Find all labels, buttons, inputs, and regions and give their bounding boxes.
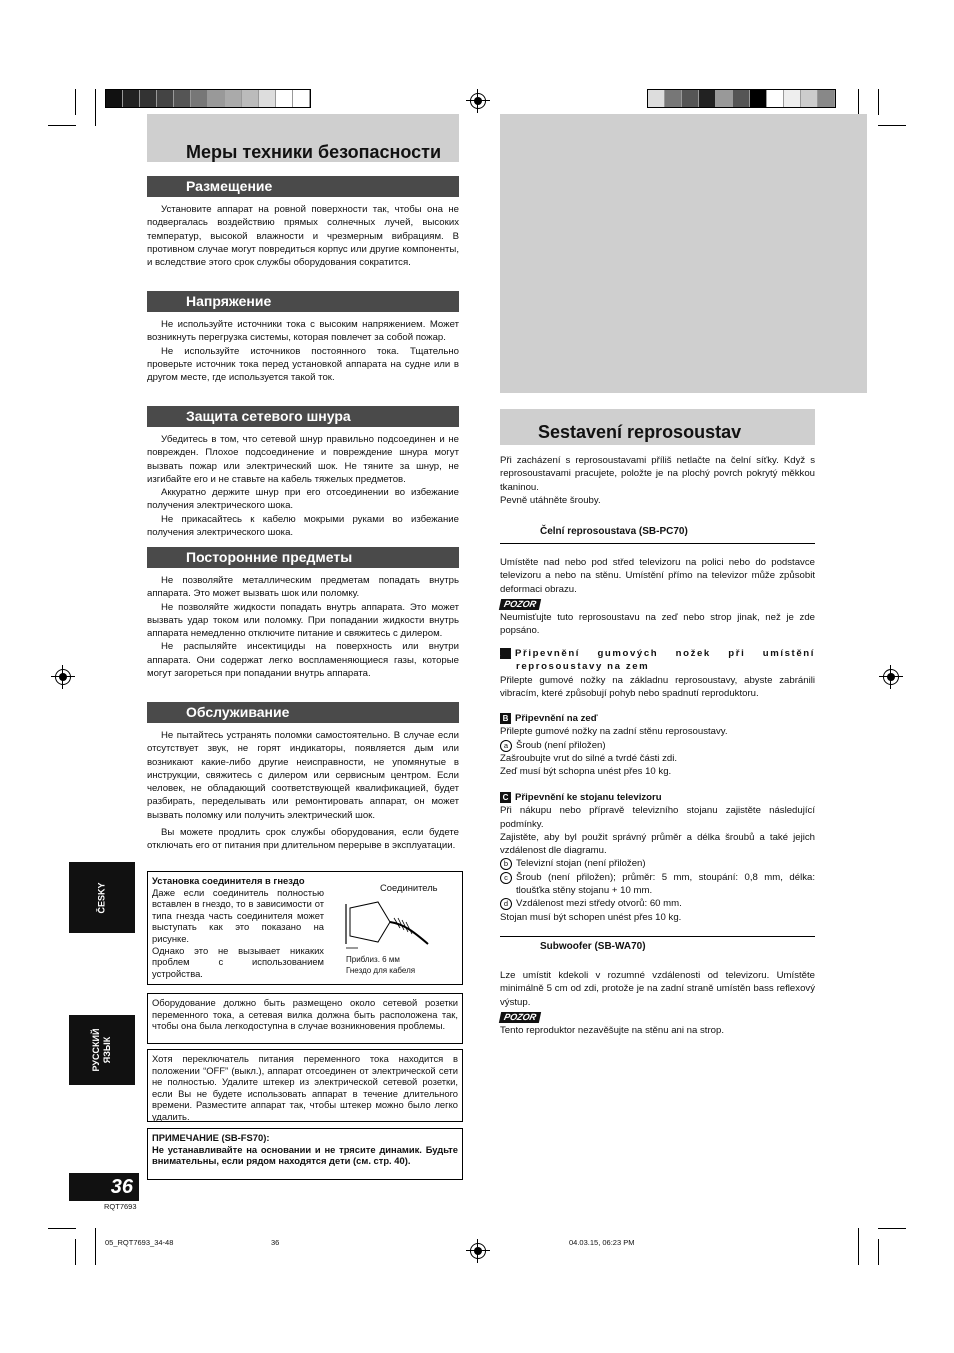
letter-badge: A [500, 648, 511, 659]
title-box-right [500, 409, 815, 445]
color-bar-right [647, 89, 836, 108]
color-swatch [682, 90, 699, 107]
mark-icon: b [500, 858, 512, 870]
paragraph: Не позволяйте жидкости попадать внутрь аппарата. Это может вызвать удар током или поломку. При попадании жидкости внутрь аппарата немедленно отключите питание и свяжитесь с дилером. [147, 601, 459, 640]
divider [500, 543, 815, 544]
color-swatch [276, 90, 293, 107]
pozor-line [500, 598, 815, 611]
crop-mark [75, 89, 76, 115]
paragraph: Umístěte nad nebo pod střed televizoru na polici nebo do podstavce televizoru a nebo na stěnu. Umístění přímo na televizor může způsobit deformaci obrazu. [500, 557, 815, 595]
subwoofer-heading: Subwoofer (SB-WA70) [540, 941, 646, 952]
paragraph: Stojan musí být schopen unést přes 10 kg. [500, 911, 682, 923]
image-placeholder [500, 114, 867, 393]
side-tab-label: ČESKY [96, 881, 107, 914]
color-swatch [259, 90, 276, 107]
item-b [500, 712, 815, 778]
crop-mark [878, 1239, 879, 1265]
paragraph: Не используйте источники тока с высоким напряжением. Может возникнуть перегрузка системы, которая повлечет за собой пожар. [147, 319, 459, 344]
paragraph: Однако это не вызывает никаких проблем с использованием устройства. [152, 944, 324, 979]
crop-mark [878, 1228, 906, 1229]
connector-box-text [152, 875, 324, 979]
section-title: Sestavení reprosoustav [538, 422, 742, 442]
crop-mark [878, 125, 906, 126]
item-heading [494, 647, 815, 674]
paragraph: Tento reproduktor nezavěšujte na stěnu ani na strop. [500, 1025, 724, 1037]
color-swatch [733, 90, 750, 107]
pozor-line [500, 1011, 815, 1024]
section-text [147, 433, 459, 539]
paragraph: Neumisťujte tuto reprosoustavu na zeď nebo strop jinak, než je zde popsáno. [500, 612, 815, 637]
color-swatch [174, 90, 191, 107]
notice-box-power [147, 1049, 463, 1122]
mark-icon: a [500, 740, 512, 752]
registration-mark-icon [55, 669, 71, 685]
footer-file: 05_RQT7693_34-48 [105, 1238, 174, 1247]
paragraph: Při zacházení s reprosoustavami příliš netlačte na čelní síťky. Když s reprosoustavami pracujete, položte je na plochý povrch pokrytý měkkou tkaninou. [500, 455, 815, 493]
front-speaker-heading: Čelní reprosoustava (SB-PC70) [540, 526, 688, 537]
marked-line [500, 897, 815, 910]
page-title: Меры техники безопасности [186, 142, 442, 162]
color-swatch [699, 90, 716, 107]
marked-text: Vzdálenost mezi středy otvorů: 60 mm. [516, 898, 682, 910]
color-swatch [293, 90, 310, 107]
note-box [147, 1128, 463, 1180]
connector-box-heading: Установка соединителя в гнездо [152, 875, 305, 886]
crop-mark [75, 1239, 76, 1265]
section-text [147, 729, 459, 853]
marked-text: Šroub (není přiložen) [516, 739, 606, 751]
item-title: Připevnění na zeď [515, 713, 598, 724]
section-text [147, 318, 459, 384]
plug-body [350, 902, 390, 942]
paragraph: Не распыляйте инсектициды на поверхность или внутри аппарата. Они содержат легко воспламеняющиеся газы, которые могут загореться при попадании внутрь аппарата. [147, 641, 459, 680]
color-swatch [801, 90, 818, 107]
pozor-badge: POZOR [499, 599, 541, 610]
paragraph: Zajistěte, aby byl použit správný průměr a délka šroubů a také jejich vzdálenost dle diagramu. [500, 831, 815, 857]
pozor-badge: POZOR [499, 1012, 541, 1023]
page-number: 36 [69, 1173, 139, 1201]
approx-label: Приблиз. 6 мм [346, 955, 400, 964]
marked-text: Šroub (není přiložen); průměr: 5 mm, stoupání: 0,8 mm, délka: tloušťka stěny stojanu + 10 mm. [516, 871, 815, 897]
color-bar-left [105, 89, 311, 108]
plug-illustration [338, 894, 438, 956]
paragraph: Оборудование должно быть размещено около сетевой розетки переменного тока, а сетевая вилка должна быть расположена так, чтобы она была легкодоступна в случае возникновения проблемы. [152, 997, 458, 1032]
color-swatch [242, 90, 259, 107]
item-title: Připevnění gumových nožek při umístění reprosoustavy na zem [515, 648, 815, 673]
item-title: Připevnění ke stojanu televizoru [515, 792, 662, 803]
color-swatch [191, 90, 208, 107]
connector-box [147, 871, 463, 985]
paragraph: Не используйте источников постоянного тока. Тщательно проверьте источник тока перед установкой аппарата на судне или в другом месте, где используется такой ток. [147, 345, 459, 384]
mark-icon: c [500, 872, 512, 884]
registration-mark-icon [883, 669, 899, 685]
color-swatch [106, 90, 123, 107]
title-box-left [147, 114, 459, 162]
note-text: Не устанавливайте на основании и не трясите динамик. Будьте внимательны, если рядом находятся дети (см. стр. 40). [152, 1143, 458, 1167]
item-heading [500, 712, 815, 725]
paragraph: Убедитесь в том, что сетевой шнур правильно подсоединен и не поврежден. Плохое подсоединение и повреждение шнура могут вызвать пожар или электрический шок. Не тяните за шнур, не изгибайте его и не ставьте на кабель тяжелых предметов. [147, 434, 459, 485]
paragraph: Не пытайтесь устранять поломки самостоятельно. В случае если отсутствует звук, не горят индикаторы, появляется дым или возникают какие-либо другие неисправности, не упомянутые в инструкции, свяжитесь с дилером или сервисным центром. Если человек, не обладающий соответствующей квалификацией, будет разбирать, переделывать или ремонтировать аппарат, он может вызвать поломку или получить электрический шок. [147, 730, 459, 821]
crop-mark [878, 89, 879, 115]
paragraph: Установите аппарат на ровной поверхности так, чтобы она не подвергалась воздействию прямых солнечных лучей, высоких температур, высокой влажности и чрезмерным вибрациям. В противном случае могут повредиться корпус или другие компоненты, и вследствие этого срок службы оборудования сократится. [147, 204, 459, 269]
section-heading: Размещение [147, 176, 459, 197]
paragraph: Zašroubujte vrut do silné a tvrdé části zdi. [500, 752, 678, 764]
notice-box-outlet [147, 993, 463, 1044]
paragraph: Pevně utáhněte šrouby. [500, 494, 601, 506]
divider [500, 936, 815, 937]
section-heading: Напряжение [147, 291, 459, 312]
section-heading: Защита сетевого шнура [147, 406, 459, 427]
color-swatch [767, 90, 784, 107]
footer-date: 04.03.15, 06:23 PM [569, 1238, 635, 1247]
letter-badge: B [500, 713, 511, 724]
crop-mark [48, 1228, 76, 1229]
note-heading: ПРИМЕЧАНИЕ (SB-FS70): [152, 1132, 270, 1143]
paragraph: Аккуратно держите шнур при его отсоединении во избежание получения электрического шока. [147, 487, 459, 512]
item-heading [500, 791, 815, 804]
section-heading: Обслуживание [147, 702, 459, 723]
crop-mark [95, 1228, 96, 1265]
paragraph: Lze umístit kdekoli v rozumné vzdálenosti od televizoru. Umístěte minimálně 5 cm od zdi, protože je na zadní straně umístěn bass reflexový výstup. [500, 970, 815, 1008]
color-swatch [750, 90, 767, 107]
letter-badge: C [500, 792, 511, 803]
paragraph: Не позволяйте металлическим предметам попадать внутрь аппарата. Это может вызвать шок или поломку. [147, 575, 459, 600]
color-swatch [140, 90, 157, 107]
registration-mark-icon [470, 1243, 486, 1259]
section-heading: Посторонние предметы [147, 547, 459, 568]
marked-line [500, 739, 815, 752]
color-swatch [123, 90, 140, 107]
section-text [147, 203, 459, 269]
socket-label: Гнездо для кабеля [346, 966, 416, 975]
registration-mark-icon [470, 93, 486, 109]
marked-text: Televizní stojan (není přiložen) [516, 858, 646, 870]
marked-line [500, 871, 815, 898]
color-swatch [225, 90, 242, 107]
paragraph: Не прикасайтесь к кабелю мокрыми руками во избежание получения электрического шока. [147, 513, 459, 539]
color-swatch [716, 90, 733, 107]
intro-text [500, 454, 815, 507]
section-text [147, 574, 459, 680]
footer-page: 36 [271, 1238, 280, 1247]
crop-mark [858, 1228, 859, 1265]
crop-mark [48, 125, 76, 126]
paragraph: Вы можете продлить срок службы оборудования, если будете отключать его от питания при длительном перерыве в эксплуатации. [147, 827, 459, 852]
color-swatch [818, 90, 835, 107]
subwoofer-text [500, 969, 815, 1037]
connector-label: Соединитель [380, 882, 438, 893]
front-speaker-text [500, 556, 815, 638]
paragraph: Даже если соединитель полностью вставлен в гнездо, то в зависимости от типа гнезда часть соединителя может выступать как это показано на рисунке. [152, 886, 324, 944]
paragraph: Přilepte gumové nožky na zadní stěnu reprosoustavy. [500, 726, 728, 738]
color-swatch [648, 90, 665, 107]
color-swatch [665, 90, 682, 107]
plug-cable [390, 922, 428, 944]
paragraph: Хотя переключатель питания переменного тока находится в положении “OFF” (выкл.), аппарат отсоединен от электрической сети не полностью. Удалите штекер из электрической сетевой розетки, если Вы не будете использовать аппарат в течение длительного времени. Разместите аппарат так, чтобы штекер можно было легко удалить. [152, 1053, 458, 1122]
color-swatch [784, 90, 801, 107]
side-tab-czech [69, 862, 135, 933]
paragraph: Přilepte gumové nožky na základnu reprosoustavy, abyste zabránili vibracím, které způsobují pohyb nebo spadnutí reproduktoru. [500, 674, 815, 699]
paragraph: Při nákupu nebo přípravě televizního stojanu zajistěte následující podmínky. [500, 805, 815, 830]
marked-line [500, 857, 815, 870]
side-tab-russian [69, 1015, 135, 1085]
paragraph: Zeď musí být schopna unést přes 10 kg. [500, 766, 672, 778]
mark-icon: d [500, 898, 512, 910]
item-c [500, 791, 815, 924]
color-swatch [157, 90, 174, 107]
item-a [494, 647, 815, 700]
crop-mark [95, 89, 96, 126]
side-tab-label: РУССКИЙ ЯЗЫК [91, 1028, 112, 1072]
model-code: RQT7693 [104, 1202, 137, 1211]
color-swatch [208, 90, 225, 107]
